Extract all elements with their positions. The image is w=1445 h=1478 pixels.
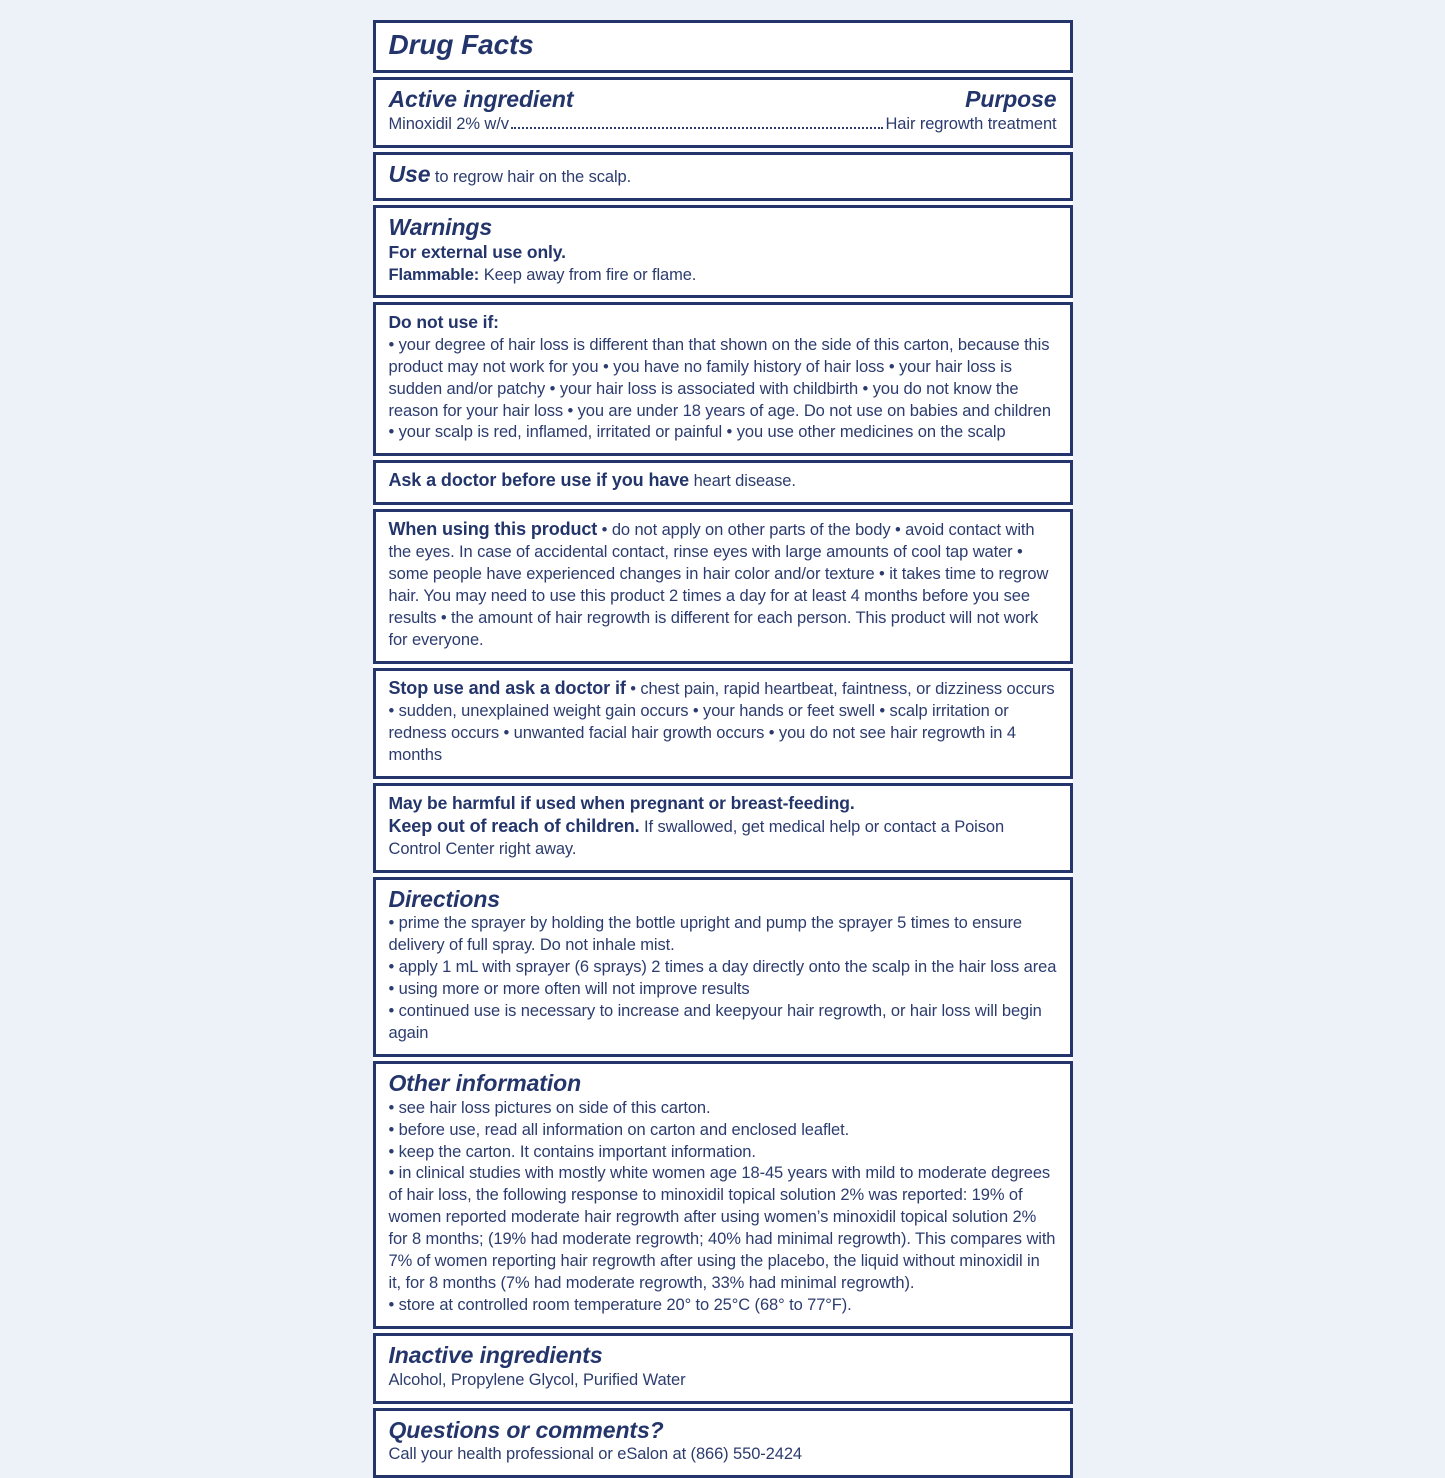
- pregnancy-line: May be harmful if used when pregnant or breast-feeding.: [388, 792, 855, 813]
- section-do-not-use: [373, 302, 1073, 456]
- directions-item: • using more or more often will not improve results: [388, 980, 750, 999]
- purpose-heading: Purpose: [965, 86, 1057, 113]
- ask-doctor-heading: Ask a doctor before use if you have: [388, 470, 690, 491]
- stop-use-text: • chest pain, rapid heartbeat, faintness, or dizziness occurs • sudden, unexplained weight gain occurs • your hands or feet swell • scalp irritation or redness occurs • unwanted facial hair growth occurs • you do not see hair regrowth in 4 months: [388, 679, 1055, 764]
- keep-out-of-reach-label: Keep out of reach of children.: [388, 815, 640, 836]
- stop-use-heading: Stop use and ask a doctor if: [388, 677, 626, 698]
- section-ask-doctor: [373, 460, 1073, 505]
- other-information-item: • see hair loss pictures on side of this carton.: [388, 1098, 711, 1117]
- section-use: [373, 152, 1073, 201]
- active-ingredient-heading: Active ingredient: [388, 86, 574, 113]
- section-questions: [373, 1408, 1073, 1478]
- do-not-use-text: • your degree of hair loss is different than that shown on the side of this carton, because this product may not work for you • you have no family history of hair loss • your hair loss is sudden and/or patchy • your hair loss is associated with childbirth • you do not know the reason for your hair loss • you are under 18 years of age. Do not use on babies and children • your scalp is red, inflamed, irritated or painful • you use other medicines on the scalp: [388, 335, 1051, 442]
- inactive-ingredients-heading: Inactive ingredients: [388, 1342, 603, 1369]
- other-information-item: • before use, read all information on carton and enclosed leaflet.: [388, 1120, 850, 1139]
- other-information-item: • store at controlled room temperature 20° to 25°C (68° to 77°F).: [388, 1296, 852, 1315]
- use-text: to regrow hair on the scalp.: [434, 167, 632, 186]
- other-information-item: • keep the carton. It contains important information.: [388, 1142, 756, 1161]
- external-use-line: For external use only.: [388, 242, 566, 263]
- section-active-ingredient: [373, 77, 1073, 148]
- section-pregnancy-warning: [373, 783, 1073, 873]
- warnings-heading: Warnings: [388, 213, 493, 240]
- inactive-ingredients-text: Alcohol, Propylene Glycol, Purified Water: [388, 1370, 686, 1389]
- section-directions: [373, 877, 1073, 1057]
- use-heading: Use: [388, 160, 431, 187]
- when-using-heading: When using this product: [388, 519, 598, 540]
- directions-item: • apply 1 mL with sprayer (6 sprays) 2 times a day directly onto the scalp in the hair loss area: [388, 958, 1057, 977]
- when-using-text: • do not apply on other parts of the body • avoid contact with the eyes. In case of accidental contact, rinse eyes with large amounts of cool tap water • some people have experienced changes in hair color and/or texture • it takes time to regrow hair. You may need to use this product 2 times a day for at least 4 months before you see results • the amount of hair regrowth is different for each person. This product will not work for everyone.: [388, 521, 1049, 650]
- directions-item: • continued use is necessary to increase and keepyour hair regrowth, or hair loss will begin again: [388, 1002, 1042, 1043]
- questions-text: Call your health professional or eSalon at (866) 550-2424: [388, 1445, 802, 1464]
- questions-heading: Questions or comments?: [388, 1416, 664, 1443]
- directions-item: • prime the sprayer by holding the bottle upright and pump the sprayer 5 times to ensure delivery of full spray. Do not inhale mist.: [388, 914, 1023, 955]
- flammable-text: Keep away from fire or flame.: [483, 265, 697, 284]
- flammable-label: Flammable:: [388, 265, 480, 284]
- section-other-information: [373, 1061, 1073, 1329]
- section-warnings: [373, 205, 1073, 299]
- section-when-using: [373, 509, 1073, 664]
- ask-doctor-text: heart disease.: [693, 472, 796, 491]
- do-not-use-heading: Do not use if:: [388, 312, 499, 333]
- dotted-leader: [511, 114, 884, 129]
- directions-heading: Directions: [388, 885, 500, 912]
- other-information-item: • in clinical studies with mostly white women age 18-45 years with mild to moderate degrees of hair loss, the following response to minoxidil topical solution 2% was reported: 19% of women reported moderate hair regrowth after using women’s minoxidil topical solution 2% for 8 months; (19% had moderate regrowth; 40% had minimal regrowth). This compares with 7% of women reporting hair regrowth after using the placebo, the liquid without minoxidil in it, for 8 months (7% had moderate regrowth, 33% had minimal regrowth).: [388, 1164, 1056, 1293]
- ingredient-name: Minoxidil 2% w/v: [388, 114, 509, 133]
- section-stop-use: [373, 668, 1073, 779]
- keep-out-of-reach-text: If swallowed, get medical help or contact a Poison Control Center right away.: [388, 817, 1005, 858]
- drug-facts-panel: [373, 20, 1073, 1478]
- other-information-heading: Other information: [388, 1070, 582, 1097]
- purpose-value: Hair regrowth treatment: [885, 114, 1057, 133]
- drug-facts-title: Drug Facts: [388, 29, 534, 60]
- section-title: [373, 20, 1073, 73]
- section-inactive-ingredients: [373, 1333, 1073, 1404]
